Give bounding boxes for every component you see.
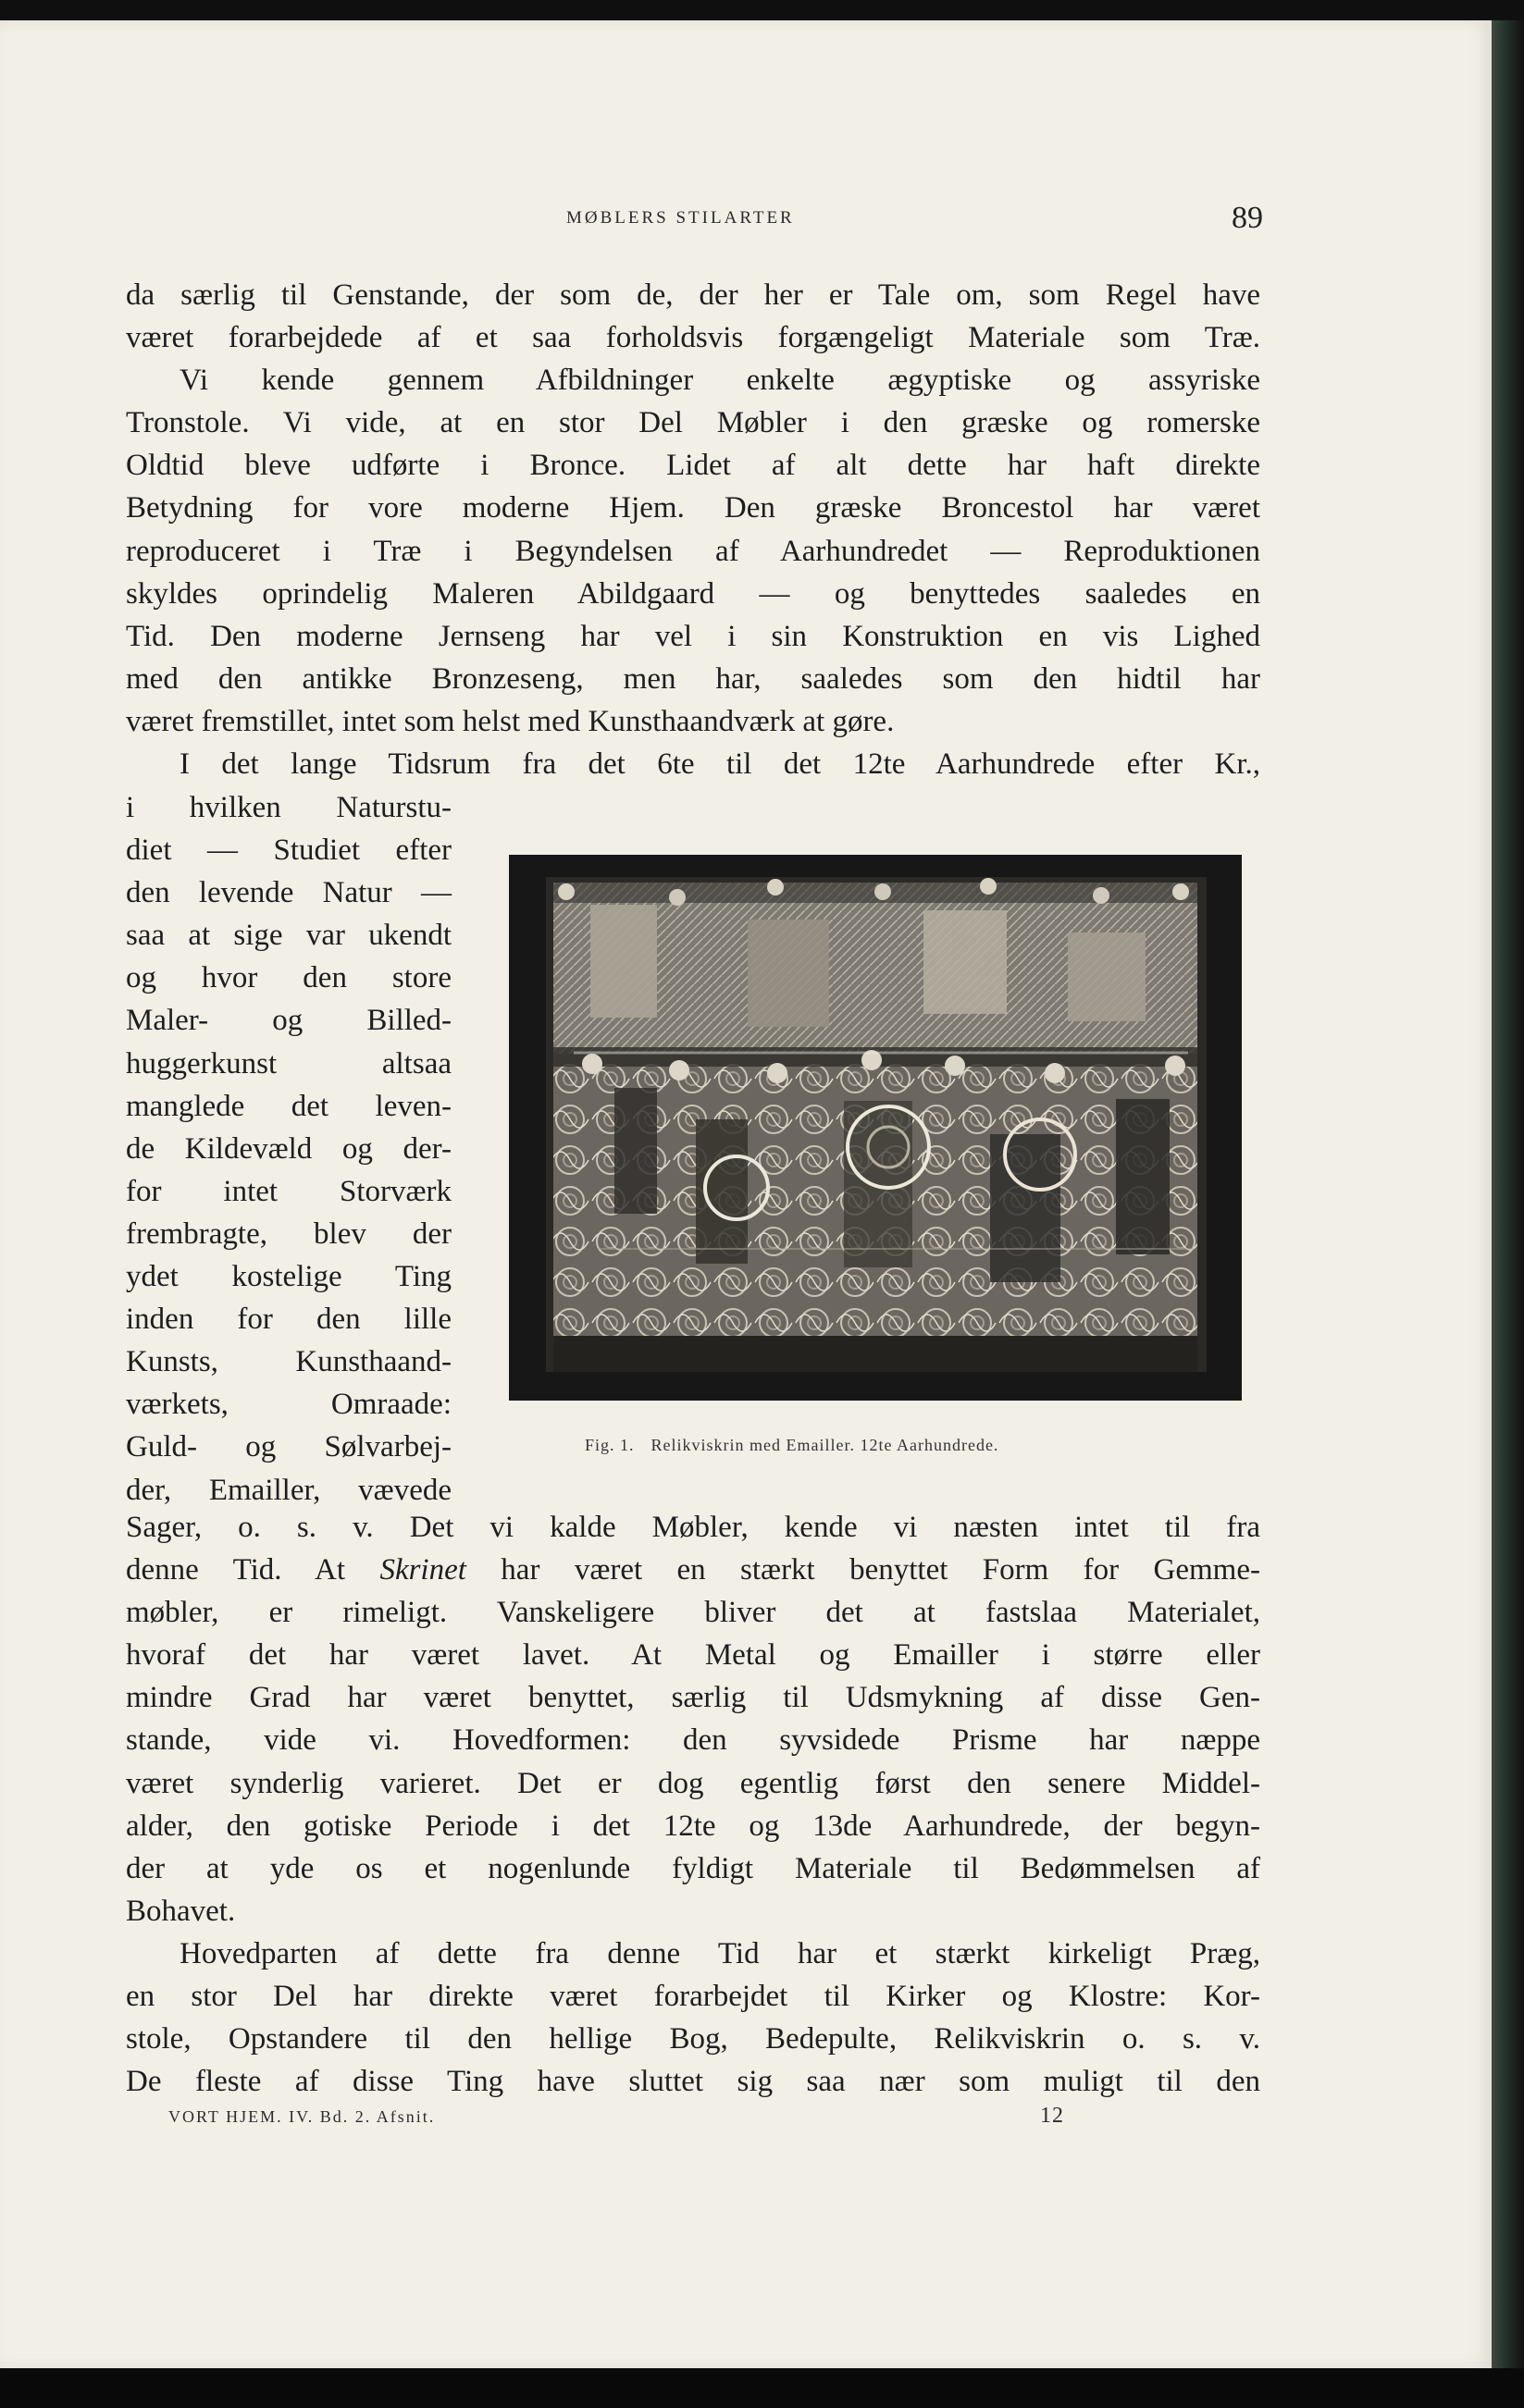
- paragraph-block-2: [126, 1506, 1260, 2103]
- text-line: Hovedparten af dette fra denne Tid har et stærkt kirkeligt Præg,: [180, 1936, 1260, 1970]
- text-line: I det lange Tidsrum fra det 6te til det 12te Aarhundrede efter Kr.,: [180, 747, 1260, 782]
- text-line: Bohavet.: [126, 1894, 236, 1928]
- figure-reliquary: [509, 855, 1242, 1454]
- scan-bottom-edge: [0, 2368, 1524, 2408]
- text-line: da særlig til Genstande, der som de, der her er Tale om, som Regel have: [126, 278, 1260, 312]
- text-line: der, Emailler, vævede: [126, 1473, 452, 1507]
- text-line: Vi kende gennem Afbildninger enkelte ægyptiske og assyriske: [180, 364, 1260, 398]
- text-line: været forarbejdede af et saa forholdsvis forgængeligt Materiale som Træ.: [126, 321, 1260, 355]
- text-line: reproduceret i Træ i Begyndelsen af Aarhundredet — Reproduktionen: [126, 534, 1260, 568]
- figure-caption-text: Relikviskrin med Emailler. 12te Aarhundrede.: [650, 1436, 999, 1454]
- text-line: været synderlig varieret. Det er dog egentlig først den senere Middel-: [126, 1766, 1260, 1800]
- text-line: Maler- og Billed-: [126, 1004, 452, 1038]
- page-number: 89: [1232, 201, 1263, 235]
- scan-top-edge: [0, 0, 1524, 20]
- text-line: frembragte, blev der: [126, 1216, 452, 1251]
- italic-word: Skrinet: [379, 1553, 466, 1587]
- text-line: Tronstole. Vi vide, at en stor Del Møbler i den græske og romerske: [126, 406, 1260, 440]
- text-line: Kunsts, Kunsthaand-: [126, 1345, 452, 1379]
- page-edge-shadow: [1492, 20, 1524, 2368]
- text-line-with-emphasis: [126, 1549, 1260, 1591]
- text-line: stole, Opstandere til den hellige Bog, Bedepulte, Relikviskrin o. s. v.: [126, 2022, 1260, 2056]
- text-line: og hvor den store: [126, 961, 452, 995]
- footer-sheet-number: 12: [1040, 2104, 1064, 2128]
- text-line: i hvilken Naturstu-: [126, 791, 452, 824]
- text-line: møbler, er rimeligt. Vanskeligere bliver det at fastslaa Materialet,: [126, 1596, 1260, 1630]
- text-line: Guld- og Sølvarbej-: [126, 1430, 452, 1464]
- reliquary-illustration: [509, 855, 1242, 1401]
- text-line: de Kildevæld og der-: [126, 1131, 452, 1166]
- figure-caption: [585, 1436, 1233, 1455]
- text-line: De fleste af disse Ting have sluttet sig saa nær som muligt til den: [126, 2065, 1260, 2099]
- text-line: saa at sige var ukendt: [126, 919, 452, 953]
- text-line: der at yde os et nogenlunde fyldigt Materiale til Bedømmelsen af: [126, 1851, 1260, 1885]
- footer: [168, 2104, 1094, 2139]
- text-line: den levende Natur —: [126, 876, 452, 910]
- text-line: ydet kostelige Ting: [126, 1260, 452, 1294]
- text-line: værkets, Omraade:: [126, 1388, 452, 1422]
- text-line: inden for den lille: [126, 1303, 452, 1337]
- text-line: huggerkunst altsaa: [126, 1046, 452, 1081]
- text-line: skyldes oprindelig Maleren Abildgaard — og benyttedes saaledes en: [126, 576, 1260, 611]
- text-line: Oldtid bleve udførte i Bronce. Lidet af alt dette har haft direkte: [126, 449, 1260, 483]
- text-line: for intet Storværk: [126, 1174, 452, 1208]
- figure-label: Fig. 1.: [585, 1436, 635, 1454]
- text-line: stande, vide vi. Hovedformen: den syvsidede Prisme har næppe: [126, 1723, 1260, 1758]
- text-fragment: har været en stærkt benyttet Form for Gemme-: [465, 1553, 1260, 1587]
- text-line: været fremstillet, intet som helst med Kunsthaandværk at gøre.: [126, 704, 895, 738]
- running-head: [0, 201, 1492, 236]
- text-line: Sager, o. s. v. Det vi kalde Møbler, kende vi næsten intet til fra: [126, 1511, 1260, 1544]
- paragraph-block-1: [126, 274, 1260, 785]
- text-line: manglede det leven-: [126, 1089, 452, 1123]
- text-line: med den antikke Bronzeseng, men har, saaledes som den hidtil har: [126, 661, 1260, 696]
- text-line: mindre Grad har været benyttet, særlig til Udsmykning af disse Gen-: [126, 1681, 1260, 1715]
- text-line: hvoraf det har været lavet. At Metal og Emailler i større eller: [126, 1638, 1260, 1673]
- text-line: Betydning for vore moderne Hjem. Den græske Broncestol har været: [126, 491, 1260, 525]
- running-title: MØBLERS STILARTER: [566, 208, 795, 228]
- footer-signature: VORT HJEM. IV. Bd. 2. Afsnit.: [168, 2107, 436, 2126]
- narrow-column-text: [126, 786, 452, 1512]
- text-fragment: denne Tid. At: [126, 1553, 380, 1587]
- text-line: Tid. Den moderne Jernseng har vel i sin Konstruktion en vis Lighed: [126, 619, 1260, 653]
- text-line: alder, den gotiske Periode i det 12te og 13de Aarhundrede, der begyn-: [126, 1809, 1260, 1843]
- text-line: en stor Del har direkte været forarbejdet til Kirker og Klostre: Kor-: [126, 1980, 1260, 2014]
- text-line: diet — Studiet efter: [126, 834, 452, 868]
- reliquary-photo: [509, 855, 1242, 1401]
